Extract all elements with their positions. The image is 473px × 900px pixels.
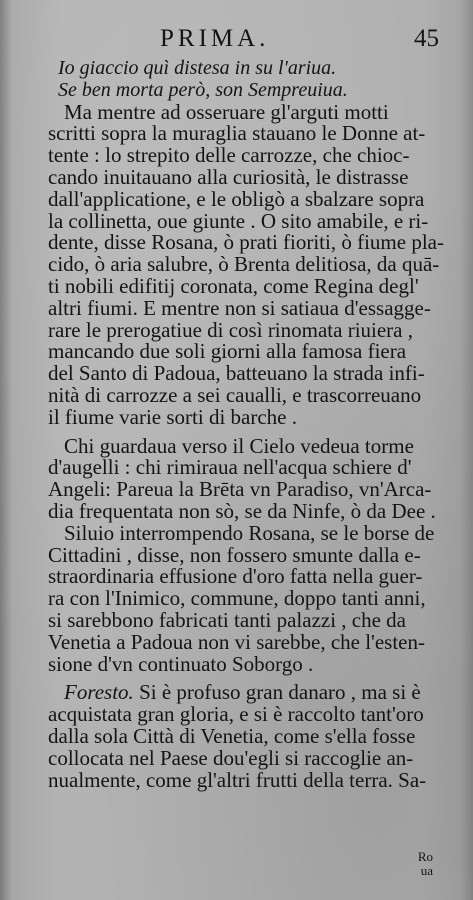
text-line: Siluio interrompendo Rosana, se le borse de: [64, 520, 435, 545]
text-line: nualmente, come gl'altri frutti della terra. Sa-: [48, 767, 427, 792]
body-text: [48, 58, 460, 791]
text-line: ti nobili edifitij coronata, come Regina degl': [48, 273, 419, 298]
text-line: Angeli: Pareua la Brēta vn Paradiso, vn'Arca-: [48, 477, 432, 502]
catchword: ua: [420, 863, 433, 878]
text-line: dall'applicatione, e le obligò a sbalzare sopra: [48, 186, 425, 211]
catchwords: [418, 850, 433, 878]
speaker-name: Foresto.: [64, 680, 134, 705]
paragraph: [48, 99, 460, 429]
text-span: Si è profuso gran danaro , ma si è: [133, 680, 421, 705]
text-line: cido, ò aria salubre, ò Brenta delitiosa, da quā-: [48, 252, 440, 277]
text-line: del Santo di Padoua, batteuano la strada infi-: [48, 361, 425, 386]
paragraph: [48, 682, 460, 791]
text-line: dalla sola Città di Venetia, come s'ella fosse: [48, 723, 416, 748]
text-line: Cittadini , disse, non fossero smunte dalla e-: [48, 542, 421, 567]
text-line: [48, 682, 460, 704]
text-line: altri fiumi. E mentre non si satiaua d'essagge-: [48, 295, 431, 320]
text-line: nità di carrozze a sei caualli, e trascorreuano: [48, 382, 422, 407]
page-header: [0, 24, 473, 54]
text-line: collocata nel Paese dou'egli si raccoglie an-: [48, 745, 414, 770]
text-line: il fiume varie sorti di barche .: [48, 404, 297, 429]
text-line: sione d'vn continuato Soborgo .: [48, 651, 314, 676]
text-line: rare le prerogatiue di così rinomata riuiera ,: [48, 317, 413, 342]
text-line: straordinaria effusione d'oro fatta nella guer-: [48, 564, 423, 589]
text-line: mancando due soli giorni alla famosa fiera: [48, 339, 407, 364]
text-line: d'augelli : chi rimiraua nell'acqua schiere d': [48, 455, 412, 480]
text-line: tente : lo strepito delle carrozze, che chioc-: [48, 143, 410, 168]
text-line: ra con l'Inimico, commune, doppo tanti anni,: [48, 586, 426, 611]
catchword: Ro: [417, 849, 433, 864]
text-line: Chi guardaua verso il Cielo vedeua torme: [64, 433, 414, 458]
paragraph: [48, 433, 460, 676]
verse-line: Se ben morta però, son Sempreuiua.: [58, 78, 348, 101]
page-number: 45: [414, 25, 439, 52]
text-line: cando inuitauano alla curiosità, le distrasse: [48, 164, 409, 189]
text-line: acquistata gran gloria, e si è raccolto tant'oro: [48, 702, 424, 727]
text-line: scritti sopra la muraglia stauano le Donne at-: [48, 121, 426, 146]
text-line: dente, disse Rosana, ò prati fioriti, ò fiume pla-: [48, 230, 444, 255]
text-line: si sarebbono fabricati tanti palazzi , che da: [48, 607, 407, 632]
text-line: la collinetta, oue giunte . O sito amabile, e ri-: [48, 208, 429, 233]
running-head: PRIMA.: [160, 25, 270, 52]
text-line: Venetia a Padoua non vi sarebbe, che l'esten-: [48, 629, 425, 654]
verse-line: Io giaccio quì distesa in su l'ariua.: [58, 57, 337, 79]
text-line: Ma mentre ad osseruare gl'arguti motti: [64, 99, 389, 124]
text-line: dia frequentata non sò, se da Ninfe, ò da Dee .: [48, 498, 436, 523]
